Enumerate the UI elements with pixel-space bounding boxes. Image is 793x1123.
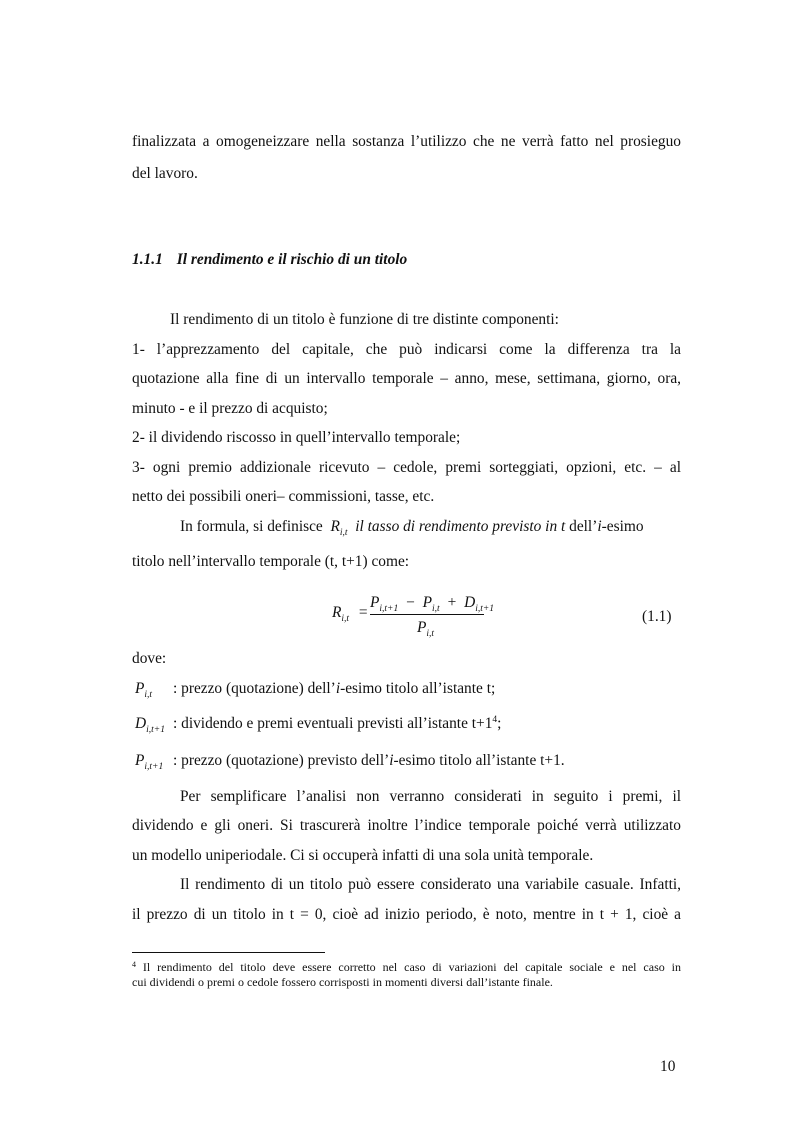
- footnote-line: cui dividendi o premi o cedole fossero corrisposti in momenti diversi dall’istante finale.: [132, 975, 553, 989]
- page-number: 10: [660, 1058, 676, 1075]
- fraction-bar: [370, 614, 484, 615]
- paragraph-line: dove:: [132, 650, 167, 667]
- symbol-R: $R_{i,t}$: [330, 518, 348, 538]
- footnote-ref: 4: [492, 715, 498, 725]
- footnote-rule: [132, 952, 325, 953]
- paragraph-line: dividendo e gli oneri. Si trascurerà inoltre l’indice temporale poiché verrà utilizzato: [132, 817, 681, 834]
- list-item: 3- ogni premio addizionale ricevuto – cedole, premi sorteggiati, opzioni, etc. – al: [132, 459, 681, 476]
- list-item: 1- l’apprezzamento del capitale, che può indicarsi come la differenza tra la: [132, 341, 681, 358]
- definition-item: $P_{i,t}$ : prezzo (quotazione) dell’i-esimo titolo all’istante t;: [135, 680, 496, 700]
- list-item: quotazione alla fine di un intervallo temporale – anno, mese, settimana, giorno, ora,: [132, 370, 681, 387]
- list-item: 2- il dividendo riscosso in quell’intervallo temporale;: [132, 429, 461, 446]
- equation-number: (1.1): [642, 608, 672, 625]
- paragraph-line: del lavoro.: [132, 165, 198, 182]
- paragraph-line: titolo nell’intervallo temporale (t, t+1) come:: [132, 553, 410, 570]
- section-heading: [132, 250, 681, 270]
- fraction-denominator: $P_{i,t}$: [417, 619, 435, 639]
- definition-item: $P_{i,t+1}$ : prezzo (quotazione) previsto dell’i-esimo titolo all’istante t+1.: [135, 752, 565, 772]
- footnote-line: $^4$ Il rendimento del titolo deve essere corretto nel caso di variazioni del capitale sociale e nel caso in: [132, 960, 681, 974]
- paragraph-line: un modello uniperiodale. Ci si occuperà infatti di una sola unità temporale.: [132, 847, 594, 864]
- paragraph-line: Per semplificare l’analisi non verranno considerati in seguito i premi, il: [180, 788, 681, 805]
- heading-title: Il rendimento e il rischio di un titolo: [176, 251, 408, 268]
- heading-number: 1.1.1: [132, 251, 163, 268]
- paragraph-line: Il rendimento di un titolo può essere considerato una variabile casuale. Infatti,: [180, 876, 681, 893]
- definition-item: $D_{i,t+1}$ : dividendo e premi eventuali previsti all’istante $t+1^4$;: [135, 715, 502, 735]
- paragraph-line: finalizzata a omogeneizzare nella sostanza l’utilizzo che ne verrà fatto nel prosieguo: [132, 133, 681, 150]
- paragraph-line: il prezzo di un titolo in t = 0, cioè ad inizio periodo, è noto, mentre in t + 1, cioè a: [132, 906, 681, 923]
- intro-line: Il rendimento di un titolo è funzione di tre distinte componenti:: [170, 311, 559, 328]
- equation-lhs: $R_{i,t}$ =: [332, 604, 368, 624]
- list-item: netto dei possibili oneri– commissioni, tasse, etc.: [132, 488, 435, 505]
- list-item: minuto - e il prezzo di acquisto;: [132, 400, 328, 417]
- formula-intro: In formula, si definisce $R_{i,t}$ il tasso di rendimento previsto in t dell’i-esimo: [180, 518, 644, 538]
- fraction-numerator: $P_{i,t+1} - P_{i,t} + D_{i,t+1}$: [370, 594, 495, 614]
